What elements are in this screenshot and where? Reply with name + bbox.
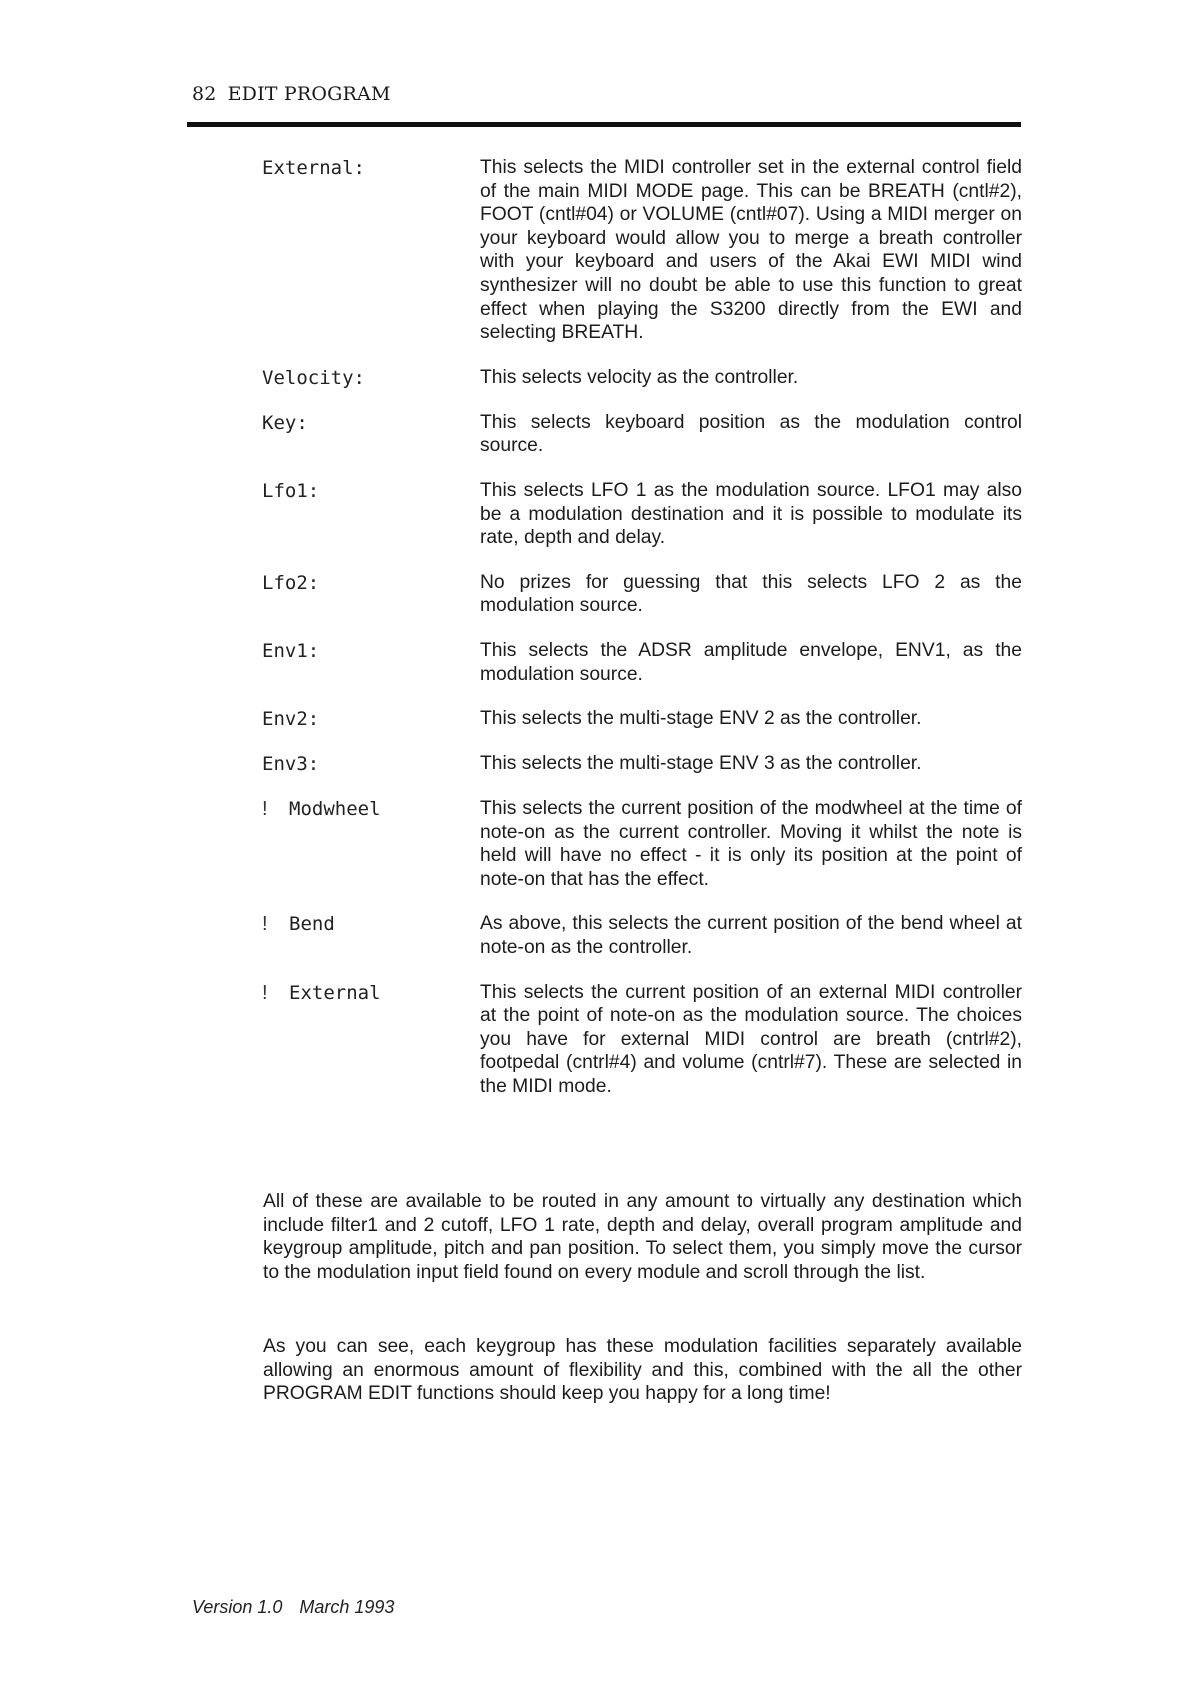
entry-description: This selects the current position of an external MIDI controller at the point of note-on as the modulation source. The choices you have for external MIDI control are breath (cntrl#2), footpedal (cntrl#4) and volume (cntrl#7). These are selected in the MIDI mode.: [480, 981, 1022, 1098]
page-header: [192, 83, 391, 105]
entry-term: Lfo1:: [262, 479, 320, 502]
entry-description: This selects the ADSR amplitude envelope, ENV1, as the modulation source.: [480, 639, 1022, 685]
body-paragraph: All of these are available to be routed in any amount to virtually any destination which include filter1 and 2 cutoff, LFO 1 rate, depth and delay, overall program amplitude and keygroup amplitude, pitch and pan position. To select them, you simply move the cursor to the modulation input field found on every module and scroll through the list.: [263, 1191, 1022, 1283]
page-footer: [192, 1597, 394, 1618]
entry-description: This selects velocity as the controller.: [480, 366, 799, 388]
entry-lfo2: [262, 571, 1022, 618]
entry-env3: [262, 752, 1022, 776]
header-rule: [187, 122, 1021, 127]
entry-description: As above, this selects the current position of the bend wheel at note-on as the controller.: [480, 913, 1022, 959]
entry-description: No prizes for guessing that this selects LFO 2 as the modulation source.: [480, 571, 1022, 617]
entry-term: Key:: [262, 411, 308, 434]
entry-term-label: External: [289, 981, 381, 1004]
entry-term: [262, 982, 381, 1005]
entry-modwheel: [262, 797, 1022, 891]
entry-bend: [262, 912, 1022, 959]
entry-description: This selects the current position of the modwheel at the time of note-on as the current controller. Moving it whilst the note is held will have no effect - it is only its position at the point of note-on that has the effect.: [480, 798, 1022, 890]
entry-description: This selects the multi-stage ENV 3 as the controller.: [480, 753, 922, 775]
entry-description: This selects the multi-stage ENV 2 as the controller.: [480, 708, 922, 730]
entry-term: [262, 798, 381, 821]
modulation-source-list: [262, 156, 1022, 1099]
entry-external: [262, 156, 1022, 345]
page-number: 82: [192, 83, 217, 105]
entry-prefix: !: [262, 981, 268, 1004]
entry-term: Lfo2:: [262, 571, 320, 594]
entry-term: [262, 913, 335, 936]
entry-term: Velocity:: [262, 366, 365, 389]
entry-velocity: [262, 366, 1022, 390]
footer-version: Version 1.0: [192, 1597, 283, 1617]
entry-description: This selects LFO 1 as the modulation source. LFO1 may also be a modulation destination and it is possible to modulate its rate, depth and delay.: [480, 479, 1022, 549]
section-title: EDIT PROGRAM: [227, 83, 391, 105]
entry-term: External:: [262, 157, 365, 179]
entry-external-noteon: [262, 981, 1022, 1099]
entry-env1: [262, 639, 1022, 686]
entry-term: Env2:: [262, 708, 320, 731]
entry-description: This selects the MIDI controller set in the external control field of the main MIDI MODE page. This can be BREATH (cntl#2), FOOT (cntl#04) or VOLUME (cntl#07). Using a MIDI merger on your keyboard would allow you to merge a breath controller with your keyboard and users of the Akai EWI MIDI wind synthesizer will no doubt be able to use this function to great effect when playing the S3200 directly from the EWI and selecting BREATH.: [480, 157, 1022, 344]
entry-env2: [262, 707, 1022, 731]
entry-prefix: !: [262, 798, 268, 821]
entry-key: [262, 411, 1022, 458]
entry-description: This selects keyboard position as the modulation control source.: [480, 411, 1022, 457]
body-paragraph: As you can see, each keygroup has these modulation facilities separately available allowing an enormous amount of flexibility and this, combined with the all the other PROGRAM EDIT functions should keep you happy for a long time!: [263, 1336, 1022, 1405]
entry-term-label: Bend: [289, 913, 335, 936]
footer-date: March 1993: [299, 1597, 395, 1617]
entry-prefix: !: [262, 913, 268, 936]
entry-lfo1: [262, 479, 1022, 550]
entry-term: Env3:: [262, 753, 320, 776]
entry-term: Env1:: [262, 639, 320, 662]
entry-term-label: Modwheel: [289, 798, 381, 821]
